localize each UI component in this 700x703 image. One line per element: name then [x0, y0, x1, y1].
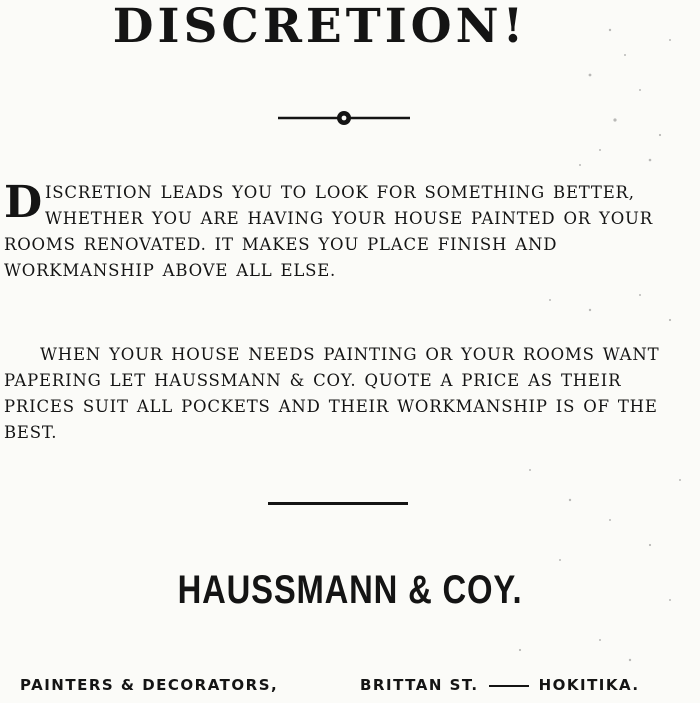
painting-paragraph: WHEN YOUR HOUSE NEEDS PAINTING OR YOUR ROOMS WANT PAPERING LET HAUSSMANN & COY. QUOTE A PRICE AS THEIR PRICES SUIT ALL POCKETS AND THEIR WORKMANSHIP IS OF THE BEST. [4, 345, 660, 442]
drop-cap: D [4, 177, 43, 228]
advert-title: DISCRETION! [112, 0, 528, 54]
ornamental-rule [278, 108, 410, 128]
trade-description: PAINTERS & DECORATORS, [20, 676, 279, 694]
footer-address [20, 676, 680, 694]
divider-rule [268, 502, 408, 505]
town-name: HOKITIKA. [538, 676, 640, 694]
dash-separator [489, 685, 529, 687]
firm-name: HAUSSMANN & COY. [177, 568, 523, 612]
discretion-paragraph [4, 177, 694, 284]
discretion-paragraph-text: ISCRETION LEADS YOU TO LOOK FOR SOMETHING BETTER, WHETHER YOU ARE HAVING YOUR HOUSE PAINTED OR YOUR ROOMS RENOVATED. IT MAKES YOU PLACE FINISH AND WORKMANSHIP ABOVE ALL ELSE. [4, 183, 653, 280]
street-address: BRITTAN ST. [360, 676, 479, 694]
